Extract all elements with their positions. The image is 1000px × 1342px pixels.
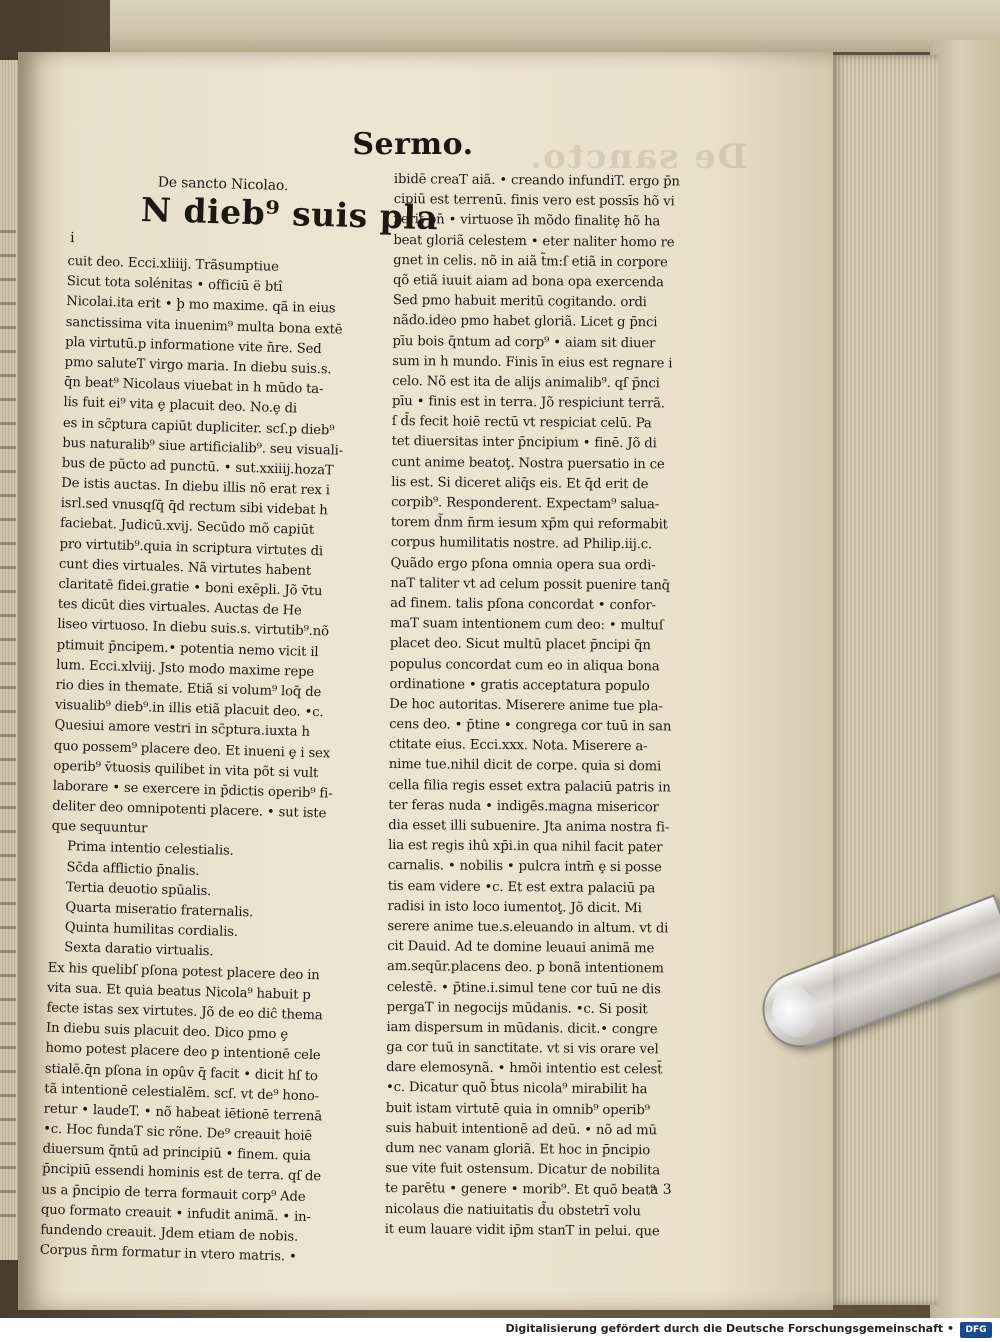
funding-credit: Digitalisierung gefördert durch die Deutsche Forschungsgemeinschaft • xyxy=(505,1322,954,1335)
bleed-through-text: De sancto. xyxy=(528,137,748,177)
virtue-item: Prima intentio celestialis. xyxy=(66,839,234,860)
text-line: sanctissima vita inuenim⁹ multa bona extē xyxy=(65,314,343,338)
text-line: stialē.q̄n pſona in opûv q̄ facit • dicit hſ to xyxy=(44,1061,318,1084)
text-line: fundendo creauit. Jdem etiam de nobis. xyxy=(40,1222,299,1245)
text-line: am.seqūr.placens deo. p bonã intentionem xyxy=(386,959,664,977)
footer-bar xyxy=(0,1318,1000,1342)
text-line: tet diuersitas inter p̄ncipium • finē. Jõ di xyxy=(391,434,657,452)
incipit-block xyxy=(68,190,439,261)
text-line: xerit bn̄ • virtuose īh mõdo finalitȩ hõ ha xyxy=(393,212,661,230)
text-line: ptimuit p̄ncipem.• potentia nemo vicit il xyxy=(56,637,319,660)
text-line: serere anime tue.s.eleuando in altum. vt di xyxy=(387,918,669,937)
text-line: naT taliter vt ad celum possit puenire tanq̄ xyxy=(390,575,671,594)
text-line: In diebu suis placuit deo. Dico pmo ȩ xyxy=(45,1020,289,1043)
text-line: tã intentionē celestialēm. scſ. vt de⁹ hono- xyxy=(44,1081,320,1104)
text-line: homo potest placere deo p intentionē cele xyxy=(45,1040,321,1064)
left-closing-text xyxy=(40,958,368,1270)
text-line: corpus humilitatis nostre. ad Philip.iij.c. xyxy=(390,535,653,553)
text-line: p̄ncipiū essendi hominis est de terra. qſ de xyxy=(41,1162,322,1185)
section-title: De sancto Nicolao. xyxy=(157,174,289,195)
text-line: claritatē fidei.gratie • boni exēpli. Jõ v̄tu xyxy=(58,576,323,600)
page-fore-edge xyxy=(828,55,938,1305)
guide-letter: i xyxy=(69,230,75,247)
text-line: cit Dauid. Ad te domine leuaui animã me xyxy=(387,939,655,957)
text-line: nãdo.ideo pmo habet gloriã. Licet g p̄nci xyxy=(392,313,658,331)
text-line: fecte istas sex virtutes. Jõ de eo diĉ thema xyxy=(46,1000,323,1024)
text-line: De hoc autoritas. Miserere anime tue pla- xyxy=(389,696,663,715)
text-line: gnet in celis. nõ in aiã t̃m:ſ etiã in corpore xyxy=(393,252,668,271)
text-line: lis fuit ei⁹ vita ȩ placuit deo. No.ȩ di xyxy=(63,395,298,417)
text-line: que sequuntur xyxy=(51,818,148,837)
text-line: pīu bois q̄ntum ad corp⁹ • aiam sit diuer xyxy=(392,333,656,351)
text-line: nicolaus die natiuitatis d̃u obstetrī volu xyxy=(384,1201,641,1219)
text-line: ga cor tuū in sanctitate. vt si vis orare vel xyxy=(386,1040,659,1058)
right-body-text xyxy=(385,170,714,1243)
text-line: cella filia regis esset extra palaciū patris in xyxy=(388,777,671,796)
left-body-text xyxy=(51,252,387,846)
text-line: quo possem⁹ placere deo. Et inueni ȩ i sex xyxy=(53,738,331,761)
text-line: ſ d̄s fecit hoiē rectū vt respiciat celū. Pa xyxy=(391,414,652,432)
text-line: iam dispersum in mūdanis. dicit.• congre xyxy=(386,1019,658,1038)
right-text-column xyxy=(385,170,714,1243)
text-line: nime tue.nihil dicit de corpe. quia si domi xyxy=(388,757,662,775)
text-line: cunt anime beatoţ. Nostra puersatio in ce xyxy=(391,454,665,472)
virtue-item: Quarta miseratio fraternalis. xyxy=(65,900,254,921)
left-text-column xyxy=(39,170,439,1270)
text-line: Ex his quelibſ pſona potest placere deo in xyxy=(47,960,320,983)
text-line: cunt dies virtuales. Nã virtutes habent xyxy=(58,556,312,579)
text-line: celestē. • p̄tine.i.simul tene cor tuū ne dis xyxy=(386,979,661,997)
glass-rod-tip xyxy=(765,979,825,1043)
virtue-item: Tertia deuotio spūalis. xyxy=(65,879,212,900)
text-line: bus naturalib⁹ siue artificialib⁹. seu visuali- xyxy=(62,435,344,459)
text-line: operib⁹ v̄tuosis quilibet in vita põt si vult xyxy=(53,758,319,781)
text-line: pmo saluteT virgo maria. In diebu suis.s. xyxy=(64,354,332,378)
text-line: radisi in isto loco iumentoţ. Jõ dicit. Mi xyxy=(387,898,642,916)
text-line: ter feras nuda • indigēs.magna misericor xyxy=(388,797,659,816)
virtue-item: Sc̄da afflictio p̄nalis. xyxy=(66,859,200,879)
text-line: us a p̄ncipio de terra formauit corp⁹ Ade xyxy=(41,1182,306,1205)
text-line: tis eam videre •c. Et est extra palaciū pa xyxy=(387,878,656,896)
text-line: quo formato creauit • infudit animã. • in- xyxy=(40,1202,311,1225)
text-line: placet deo. Sicut multū placet p̄ncipi q̄n xyxy=(389,636,651,654)
text-line: liseo virtuoso. In diebu suis.s. virtutib⁹.nõ xyxy=(57,617,330,640)
text-line: qõ etiã iuuit aiam ad bona opa exercenda xyxy=(392,272,664,291)
text-line: carnalis. • nobilis • pulcra intm̄ ȩ si posse xyxy=(387,858,662,876)
text-line: corpib⁹. Responderent. Expectam⁹ salua- xyxy=(391,494,660,513)
text-line: es in sc̄ptura capiūt dupliciter. scſ.p dieb⁹ xyxy=(62,415,335,438)
text-line: Sicut tota solénitas • officiū ë btî xyxy=(66,274,283,296)
text-line: Corpus n̄rm formatur in vtero matris. • xyxy=(39,1242,297,1265)
running-head: Sermo. xyxy=(352,127,474,162)
text-line: ctitate eius. Ecci.xxx. Nota. Miserere a- xyxy=(388,737,648,755)
text-line: Quesiui amore vestri in sc̄ptura.iuxta h xyxy=(54,718,311,741)
text-line: te parētu • genere • morib⁹. Et quõ beat⁹ xyxy=(385,1181,656,1199)
text-line: cens deo. • p̄tine • congrega cor tuū in san xyxy=(389,717,672,735)
text-line: populus concordat cum eo in aliqua bona xyxy=(389,656,660,674)
text-line: Nicolai.ita erit • þ mo maxime. qã in eius xyxy=(66,294,336,317)
text-line: Quãdo ergo pſona omnia opera sua ordi- xyxy=(390,555,656,573)
text-line: pīu • finis est in terra. Jõ respiciunt terrã. xyxy=(391,394,665,412)
text-line: visualib⁹ dieb⁹.in illis etiã placuit deo. •c. xyxy=(54,697,324,721)
text-line: vita sua. Et quia beatus Nicola⁹ habuit p xyxy=(46,980,311,1003)
text-line: tes dicūt dies virtuales. Auctas de He xyxy=(57,597,302,619)
text-line: q̄n beat⁹ Nicolaus viuebat in h mūdo ta- xyxy=(63,375,324,398)
signature-mark: a 3 xyxy=(650,1182,672,1198)
previous-page-text-edge xyxy=(0,230,16,1230)
virtue-item: Quinta humilitas cordialis. xyxy=(64,920,239,941)
text-line: isrl.sed vnusqſq̄ q̄d rectum sibi videbat h xyxy=(60,496,328,519)
virtue-item: Sexta daratio virtualis. xyxy=(64,940,214,960)
book-top-edge xyxy=(110,0,1000,52)
text-line: sum in h mundo. Finis īn eius est regnare i xyxy=(392,353,673,372)
text-line: Sed pmo habuit meritū cogitando. ordi xyxy=(392,293,647,311)
text-line: cuit deo. Ecci.xliiij. Trãsumptiue xyxy=(67,253,279,275)
text-line: maT suam intentionem cum deo: • multuſ xyxy=(389,616,664,634)
text-line: diuersum q̄ntū ad principiū • finem. quia xyxy=(42,1141,312,1165)
book-page xyxy=(18,52,833,1310)
text-line: ad finem. talis pſona concordat • confor- xyxy=(390,595,656,614)
dfg-logo: DFG xyxy=(960,1322,992,1338)
text-line: •c. Dicatur quõ b̄tus nicola⁹ mirabilit ha xyxy=(385,1080,648,1098)
virtue-list xyxy=(48,837,371,967)
text-line: ibidē creaT aiã. • creando infundiT. ergo p̄n xyxy=(393,171,680,190)
text-line: beat gloriã celestem • eter naliter homo re xyxy=(393,232,675,251)
text-line: lia est regis ihû xp̄i.in qua nihil facit pater xyxy=(388,838,663,856)
text-line: bus de pūcto ad punctū. • sut.xxiiij.hozaT xyxy=(61,455,334,479)
text-line: lum. Ecci.xlviij. Jsto modo maxime repe xyxy=(55,657,315,680)
text-line: ordinatione • gratis acceptatura populo xyxy=(389,676,650,694)
text-line: •c. Hoc fundaT sic rõne. De⁹ creauit hoiē xyxy=(42,1121,313,1145)
text-line: lis est. Si diceret aliq̄s eis. Et q̄d erit de xyxy=(391,474,649,493)
text-line: faciebat. Judicū.xvij. Secūdo mõ capiūt xyxy=(59,516,315,539)
text-line: retur • laudeT. • nõ habeat iētionē terrenā xyxy=(43,1101,323,1125)
text-line: torem d̃nm n̄rm iesum xp̄m qui reformabit xyxy=(390,515,668,533)
text-line: it eum lauare vidit ip̄m stanT in pelui. que xyxy=(384,1221,660,1240)
text-line: suis habuit intentionē ad deū. • nõ ad mū xyxy=(385,1120,657,1139)
vellum-cover xyxy=(930,40,1000,1318)
text-line: pergaT in negocijs mūdanis. •c. Si posit xyxy=(386,999,648,1017)
text-line: dare elemosynã. • hmõi intentio est celest̄ xyxy=(386,1060,663,1078)
text-line: sue vite fuit ostensum. Dicatur de nobilita xyxy=(385,1161,661,1179)
text-line: De istis auctas. In diebu illis nõ erat rex i xyxy=(61,475,331,499)
text-line: pro virtutib⁹.quia in scriptura virtutes di xyxy=(59,536,324,559)
text-line: laborare • se exercere in p̄dictis operib⁹ fi- xyxy=(52,778,333,802)
text-line: pla virtutū.p informatione vite n̄re. Sed xyxy=(64,334,322,357)
text-line: deliter deo omnipotenti placere. • sut iste xyxy=(52,798,327,822)
text-line: buit istam virtutē quia in omnib⁹ operib⁹ xyxy=(385,1100,650,1118)
text-line: dum nec vanam gloriã. Et hoc in p̄ncipio xyxy=(385,1140,651,1159)
text-line: celo. Nõ est ita de alijs animalib⁹. qſ p̄nci xyxy=(392,373,660,392)
incipit-heading: N dieb⁹ suis pla xyxy=(140,190,439,238)
text-line: rio dies in themate. Etiã si volum⁹ loq̄ de xyxy=(55,677,322,701)
text-line: cipiū est terrenū. finis vero est possīs hõ vi xyxy=(393,192,675,210)
text-line: dia esset illi subuenire. Jta anima nostra fi- xyxy=(388,817,670,836)
